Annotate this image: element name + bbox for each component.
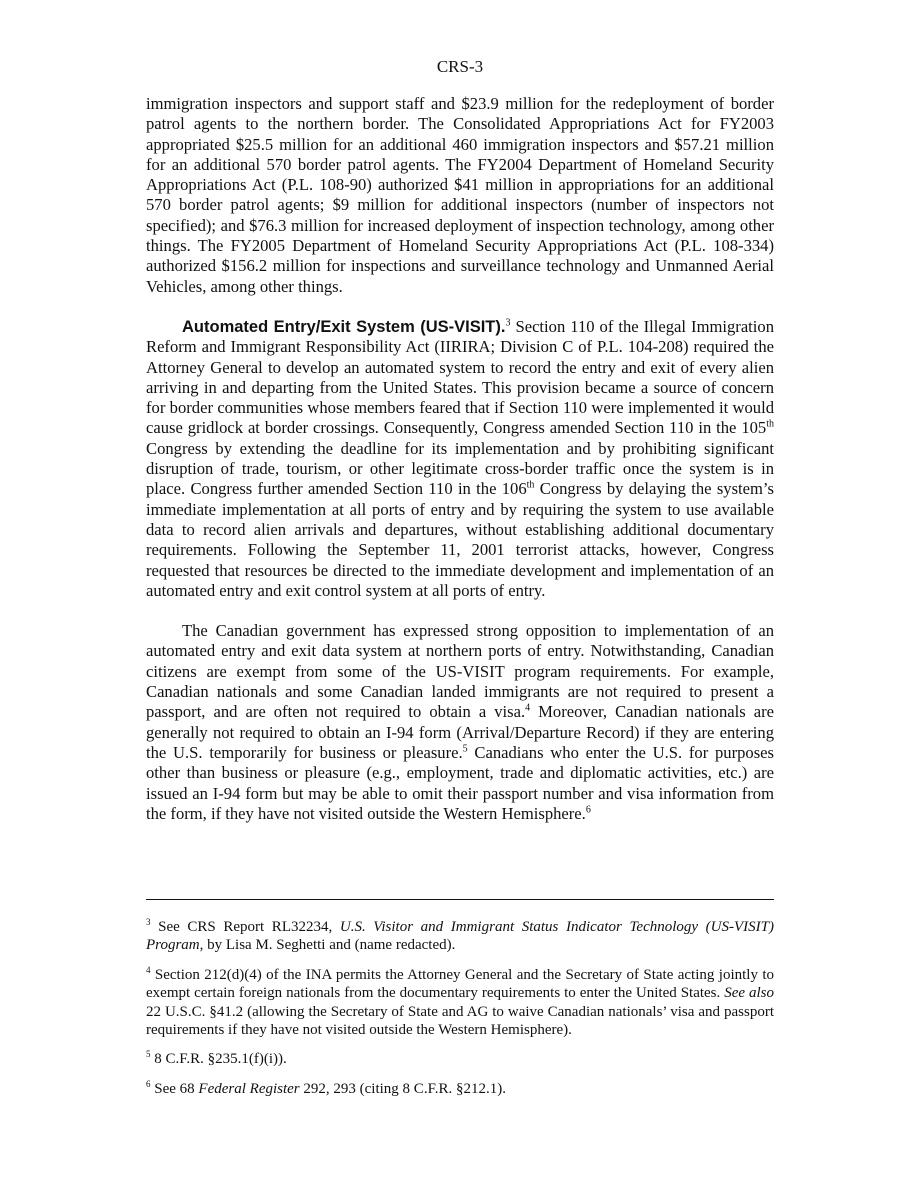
footnote-ref-3[interactable]: 3 [505, 317, 511, 329]
footnote-text: 292, 293 (citing 8 C.F.R. §212.1). [299, 1080, 506, 1097]
footnote-5 [146, 1050, 774, 1068]
footnote-text: Section 212(d)(4) of the INA permits the Attorney General and the Secretary of State acting jointly to exempt certain foreign nationals from the documentary requirements to enter the United States. [146, 966, 774, 1002]
paragraph-appropriations: immigration inspectors and support staff and $23.9 million for the redeployment of border patrol agents to the northern border. The Consolidated Appropriations Act for FY2003 appropriated $25.5 million for an additional 460 immigration inspectors and $57.21 million for an additional 570 border patrol agents. The FY2004 Department of Homeland Security Appropriations Act (P.L. 108-90) authorized $41 million in appropriations for an additional 570 border patrol agents; $9 million for additional inspectors (number of inspectors not specified); and $76.3 million for increased deployment of inspection technology, among other things. The FY2005 Department of Homeland Security Appropriations Act (P.L. 108-334) authorized $156.2 million for inspections and surveillance technology and Unmanned Aerial Vehicles, among other things. [146, 94, 774, 296]
footnote-ref-4[interactable]: 4 [525, 702, 531, 714]
footnote-ref-5[interactable]: 5 [462, 743, 468, 755]
paragraph-gap [146, 601, 774, 621]
page-header: CRS-3 [436, 57, 484, 76]
footnote-number: 6 [146, 1078, 151, 1089]
paragraph-canadian [146, 621, 774, 824]
footnote-title: See also [724, 985, 775, 1002]
paragraph-text: Congress by delaying the system’s immediate implementation at all ports of entry and by requiring the system to use available data to record alien arrivals and departures, without establishing additional documentary requirements. Following the September 11, 2001 terrorist attacks, however, Congress requested that resources be directed to the immediate development and implementation of an automated entry and exit control system at all ports of entry. [146, 479, 774, 600]
footnotes [146, 918, 774, 1109]
footnote-4 [146, 966, 774, 1040]
footnote-title: U.S. Visitor and Immigrant Status Indicator Technology (US-VISIT) Program [146, 919, 774, 954]
footnote-ref-6[interactable]: 6 [585, 804, 591, 816]
body-text [146, 94, 774, 824]
paragraph-text: Congress by extending the deadline for its implementation and by prohibiting significant disruption of trade, tourism, or other legitimate cross-border traffic once the system is in place. Congress further amended Section 110 in the 106 [146, 438, 774, 499]
footnote-3 [146, 918, 774, 955]
footnote-number: 5 [146, 1049, 151, 1060]
footnote-number: 3 [146, 917, 151, 927]
footnote-divider [146, 899, 774, 900]
footnote-text: See CRS Report RL32234, [150, 919, 340, 935]
footnote-number: 4 [146, 964, 151, 975]
footnote-6 [146, 1080, 774, 1098]
footnote-title: Federal Register [198, 1080, 300, 1097]
paragraph-text: The Canadian government has expressed strong opposition to implementation of an automated entry and exit data system at northern ports of entry. Notwithstanding, Canadian citizens are exempt from some of the US-VISIT program requirements. For example, Canadian nationals and some Canadian landed immigrants are not required to present a passport, and are often not required to obtain a visa. [146, 621, 774, 722]
paragraph-us-visit [146, 317, 774, 601]
paragraph-gap [146, 297, 774, 317]
footnote-text: , by Lisa M. Seghetti and (name redacted). [199, 937, 456, 954]
ordinal-suffix: th [526, 479, 535, 491]
ordinal-suffix: th [766, 418, 774, 430]
paragraph-text: Canadians who enter the U.S. for purposes other than business or pleasure (e.g., employment, trade and diplomatic activities, etc.) are issued an I-94 form but may be able to omit their passport number and visa information from the form, if they have not visited outside the Western Hemisphere. [146, 742, 774, 823]
footnote-text: 8 C.F.R. §235.1(f)(i)). [150, 1051, 287, 1068]
paragraph-text: Section 110 of the Illegal Immigration Reform and Immigrant Responsibility Act (IIRIRA; Division C of P.L. 104-208) required the Attorney General to develop an automated system to record the entry and exit of every alien arriving in and departing from the United States. This provision became a source of concern for border communities whose members feared that if Section 110 were implemented it would cause gridlock at border crossings. Consequently, Congress amended Section 110 in the 105 [146, 316, 774, 438]
footnote-text: 22 U.S.C. §41.2 (allowing the Secretary of State and AG to waive Canadian nationals’ visa and passport requirements if they have not visited outside the Western Hemisphere). [146, 1003, 774, 1039]
section-heading: Automated Entry/Exit System (US-VISIT). [182, 317, 506, 336]
footnote-text: See 68 [150, 1080, 199, 1097]
paragraph-text: Moreover, Canadian nationals are generally not required to obtain an I-94 form (Arrival/Departure Record) if they are entering the U.S. temporarily for business or pleasure. [146, 702, 774, 762]
